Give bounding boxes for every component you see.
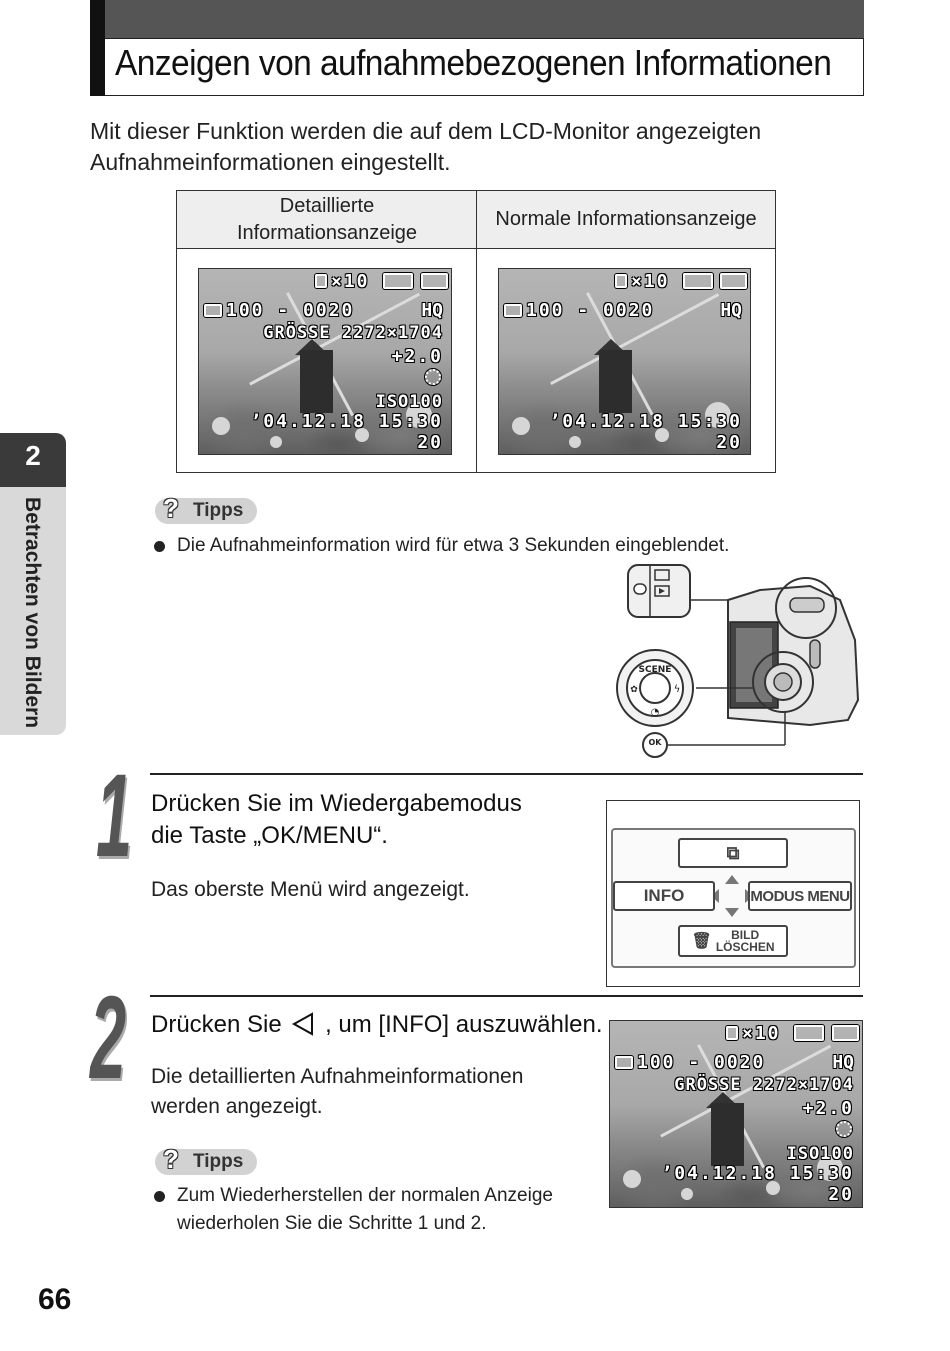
svg-text:ϟ: ϟ [673, 684, 681, 695]
file-number: 100 - 0020 [226, 300, 355, 321]
header-normal: Normale Informationsanzeige [477, 191, 775, 249]
mode-menu-button[interactable]: MODUS MENU [748, 881, 852, 911]
left-arrow-icon [290, 1012, 316, 1036]
step1-heading-line2: die Taste „OK/MENU“. [151, 822, 388, 849]
date-time: ’04.12.18 15:30 [549, 411, 742, 432]
step2-body-line1: Die detaillierten Aufnahmeinformationen [151, 1065, 524, 1088]
date-time: ’04.12.18 15:30 [661, 1163, 854, 1184]
shot-count: 20 [716, 432, 742, 453]
zoom-readout: ×10 [631, 271, 670, 292]
trash-icon: 🗑 [691, 933, 712, 950]
svg-text:◔: ◔ [650, 707, 660, 718]
ok-button-label: OK [648, 738, 662, 747]
bullet-icon-2 [154, 1191, 165, 1202]
white-balance-icon [836, 1121, 852, 1137]
arrow-down-icon [725, 908, 739, 917]
card-icon [504, 304, 522, 317]
white-balance-icon [425, 369, 441, 385]
file-number: 100 - 0020 [526, 300, 655, 321]
quality-mode: HQ [720, 300, 742, 321]
iso-value: ISO100 [786, 1144, 854, 1164]
camera-illustration [610, 560, 862, 760]
protect-icon [315, 274, 327, 288]
tips-question-icon-2: ? [163, 1144, 179, 1174]
image-size: GRÖSSE 2272×1704 [674, 1075, 854, 1095]
step2-heading-after: , um [INFO] auszuwählen. [325, 1011, 603, 1038]
delete-label-line1: BILD [731, 928, 760, 942]
protect-icon [615, 274, 627, 288]
dial-scene-label: SCENE [638, 665, 672, 675]
lcd-step2 [609, 1020, 863, 1208]
step2-rule [150, 995, 863, 997]
shot-count: 20 [417, 432, 443, 453]
step1-number: 1 [96, 750, 130, 882]
key-icon [720, 273, 747, 289]
title-bar [90, 0, 864, 38]
playback-menu-button[interactable] [678, 838, 788, 868]
page-title: Anzeigen von aufnahmebezogenen Informationen [115, 42, 832, 83]
intro-text: Mit dieser Funktion werden die auf dem LCD-Monitor angezeigten Aufnahmeinformationen eingestellt. [90, 118, 762, 175]
image-size: GRÖSSE 2272×1704 [263, 323, 443, 343]
card-icon [204, 304, 222, 317]
step2-body [151, 1062, 523, 1122]
step1-heading [151, 788, 522, 852]
tips2-line1: Zum Wiederherstellen der normalen Anzeige [177, 1185, 553, 1206]
sound-icon [683, 273, 713, 289]
lcd-normal [498, 268, 751, 455]
sound-icon [383, 273, 413, 289]
iso-value: ISO100 [375, 392, 443, 412]
shot-count: 20 [828, 1184, 854, 1205]
playback-icon: ⧉ [726, 842, 740, 863]
arrow-up-icon [725, 875, 739, 884]
chapter-label: Betrachten von Bildern [21, 497, 44, 729]
step2-heading-before: Drücken Sie [151, 1011, 282, 1038]
step2-heading [151, 1009, 603, 1041]
step2-number: 2 [90, 972, 124, 1104]
header-detailed-line2: Informationsanzeige [236, 221, 418, 244]
tips2-text [177, 1182, 553, 1238]
step2-body-line2: werden angezeigt. [151, 1095, 323, 1118]
quality-mode: HQ [421, 300, 443, 321]
bullet-icon [154, 541, 165, 552]
tips-question-icon: ? [163, 493, 179, 523]
exposure-value: +2.0 [802, 1098, 854, 1119]
tips-label-2: Tipps [193, 1151, 244, 1172]
file-number: 100 - 0020 [637, 1052, 766, 1073]
tips-text: Die Aufnahmeinformation wird für etwa 3 Sekunden eingeblendet. [177, 535, 730, 556]
zoom-readout: ×10 [331, 271, 370, 292]
card-icon [615, 1056, 633, 1069]
tips2-line2: wiederholen Sie die Schritte 1 und 2. [177, 1213, 487, 1234]
zoom-readout: ×10 [742, 1023, 781, 1044]
title-accent [90, 0, 105, 96]
key-icon [421, 273, 448, 289]
header-detailed-line1: Detaillierte [279, 194, 375, 217]
lcd-detailed [198, 268, 452, 455]
delete-image-button[interactable] [678, 925, 788, 957]
key-icon [832, 1025, 859, 1041]
exposure-value: +2.0 [391, 346, 443, 367]
info-menu-button[interactable]: INFO [613, 881, 715, 911]
tips-label: Tipps [193, 500, 244, 521]
page-number: 66 [38, 1283, 72, 1316]
quality-mode: HQ [832, 1052, 854, 1073]
step1-heading-line1: Drücken Sie im Wiedergabemodus [151, 790, 522, 817]
protect-icon [726, 1026, 738, 1040]
table-divider [476, 191, 477, 472]
svg-text:✿: ✿ [630, 685, 638, 695]
step1-rule [150, 773, 863, 775]
chapter-number: 2 [25, 440, 41, 471]
header-detailed [177, 191, 477, 249]
step1-body: Das oberste Menü wird angezeigt. [151, 878, 470, 901]
sound-icon [794, 1025, 824, 1041]
delete-label-line2: LÖSCHEN [715, 940, 775, 954]
date-time: ’04.12.18 15:30 [250, 411, 443, 432]
chapter-label-wrap [14, 497, 54, 727]
